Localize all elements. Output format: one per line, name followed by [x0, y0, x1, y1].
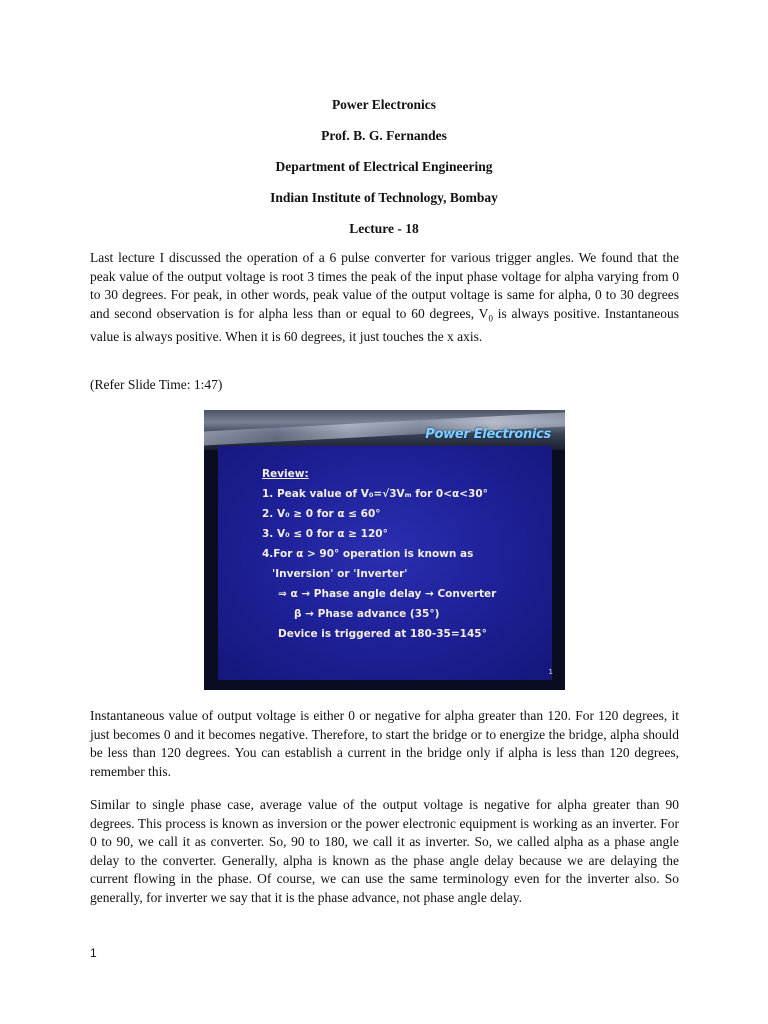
department-name: Department of Electrical Engineering [275, 159, 493, 174]
slide-item-1: 1. Peak value of V₀=√3Vₘ for 0<α<30° [262, 488, 488, 500]
course-title: Power Electronics [331, 97, 437, 112]
lecture-slide-image [204, 410, 565, 690]
slide-banner [204, 410, 565, 450]
lecture-number: Lecture - 18 [349, 221, 419, 236]
slide-heading: Review: [262, 468, 309, 480]
professor-name: Prof. B. G. Fernandes [321, 128, 447, 143]
paragraph-intro [90, 249, 679, 347]
paragraph-inversion: Similar to single phase case, average value of the output voltage is negative for alpha greater than 90 degrees. This process is known as inversion or the power electronic equipment is working as an inverter. For 0 to 90, we call it as converter. So, 90 to 180, we call it as inverter. So, we called alpha as a phase angle delay to the converter. Generally, alpha is known as the phase angle delay because we are delaying the current flowing in the phase. Of course, we can use the same terminology even for the inverter also. So generally, for inverter we say that it is the phase advance, not phase angle delay. [90, 797, 679, 905]
paragraph-intro-text-a: Last lecture I discussed the operation of a 6 pulse converter for various trigger angles. We found that the peak value of the output voltage is root 3 times the peak of the input phase voltage for alpha varying from 0 to 30 degrees. For peak, in other words, peak value of the output voltage is same for alpha, 0 to 30 degrees and second observation is for alpha less than or equal to 60 degrees, V [90, 250, 679, 321]
slide-item-4b: 'Inversion' or 'Inverter' [272, 568, 408, 580]
paragraph-intro-text-b: is always positive. Instantaneous value is always positive. When it is 60 degrees, it just touches the x axis. [90, 305, 679, 345]
slide-reference: (Refer Slide Time: 1:47) [90, 377, 223, 392]
slide-item-2: 2. V₀ ≥ 0 for α ≤ 60° [262, 508, 381, 520]
slide-item-5: ⇒ α → Phase angle delay → Converter [278, 588, 497, 600]
institute-name: Indian Institute of Technology, Bombay [270, 190, 498, 205]
slide-item-4: 4.For α > 90° operation is known as [262, 548, 474, 560]
slide-item-3: 3. V₀ ≤ 0 for α ≥ 120° [262, 528, 388, 540]
slide-number: 1 [548, 668, 553, 676]
slide-item-6: β → Phase advance (35°) [294, 608, 440, 620]
page-number: 1 [90, 946, 97, 960]
v0-subscript: 0 [488, 313, 493, 324]
paragraph-instantaneous: Instantaneous value of output voltage is either 0 or negative for alpha greater than 120. For 120 degrees, it just becomes 0 and it becomes negative. Therefore, to start the bridge or to energize the bridge, alpha should be less than 120 degrees. You can establish a current in the bridge only if alpha is less than 120 degrees, remember this. [90, 708, 679, 779]
slide-content [218, 446, 552, 680]
slide-banner-title: Power Electronics [425, 427, 551, 442]
slide-item-7: Device is triggered at 180-35=145° [278, 628, 487, 640]
